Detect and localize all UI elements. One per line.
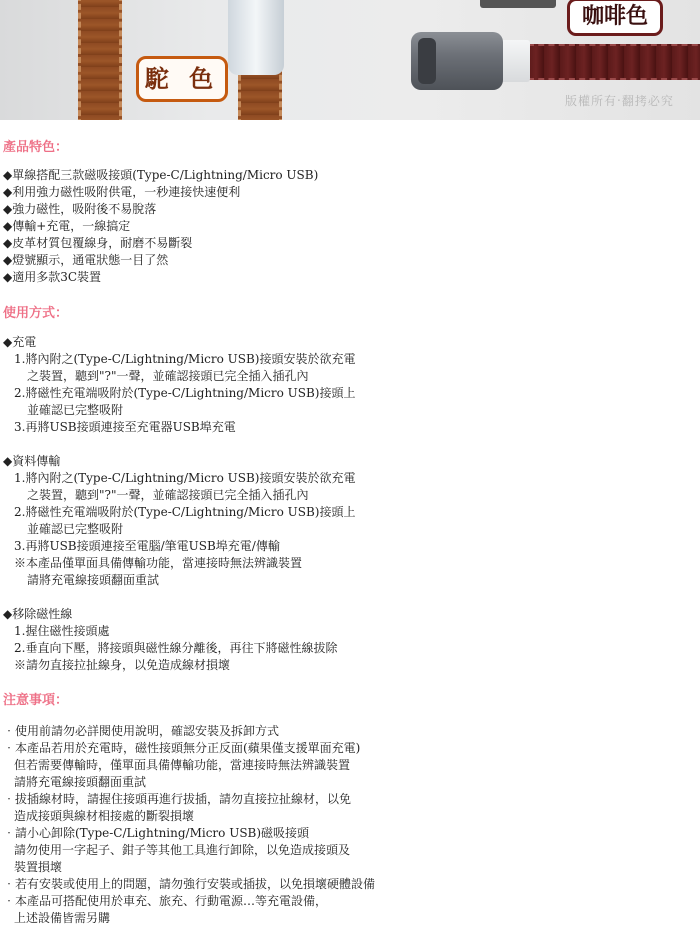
usage-note: 請將充電線接頭翻面重試 (27, 573, 160, 587)
usage-step: 3.再將USB接頭連接至充電器USB埠充電 (14, 420, 236, 434)
feature-item: ◆適用多款3C裝置 (3, 270, 102, 284)
usage-step: 2.將磁性充電端吸附於(Type-C/Lightning/Micro USB)接頭上 (14, 386, 356, 400)
note-item: ‧請小心卸除(Type-C/Lightning/Micro USB)磁吸接頭 (3, 826, 310, 840)
usage-step: 並確認已完整吸附 (27, 403, 124, 417)
usage-step: 2.將磁性充電端吸附於(Type-C/Lightning/Micro USB)接頭上 (14, 505, 356, 519)
usage-step: 之裝置，聽到"?"一聲，並確認接頭已完全插入插孔內 (27, 488, 309, 502)
note-item: 請將充電線接頭翻面重試 (14, 775, 147, 789)
usage-step: 1.將內附之(Type-C/Lightning/Micro USB)接頭安裝於欲充電 (14, 471, 356, 485)
feature-item: ◆強力磁性，吸附後不易脫落 (3, 202, 157, 216)
feature-item: ◆皮革材質包覆線身，耐磨不易斷裂 (3, 236, 193, 250)
note-item: 裝置損壞 (14, 860, 63, 874)
feature-item: ◆利用強力磁性吸附供電，一秒連接快速便利 (3, 185, 241, 199)
dark-connector-edge (480, 0, 556, 8)
connector-neck (500, 40, 530, 82)
usage-note: ※本產品僅單面具備傳輸功能，當連接時無法辨識裝置 (14, 556, 303, 570)
note-item: ‧拔插線材時，請握住接頭再進行拔插，請勿直接拉扯線材，以免 (3, 792, 352, 806)
cable-connector-glow (228, 0, 284, 75)
usage-step: 3.再將USB接頭連接至電腦/筆電USB埠充電/傳輸 (14, 539, 280, 553)
note-item: 請勿使用一字起子、鉗子等其他工具進行卸除，以免造成接頭及 (14, 843, 351, 857)
usage-heading: 使用方式： (3, 306, 69, 321)
usage-note: ※請勿直接拉扯線身，以免造成線材損壞 (14, 658, 231, 672)
product-banner-image (0, 0, 700, 120)
usage-data-title: ◆資料傳輸 (3, 454, 61, 468)
feature-item: ◆傳輸+充電，一線搞定 (3, 219, 131, 233)
note-item: ‧使用前請勿必詳閱使用說明，確認安裝及拆卸方式 (3, 724, 280, 738)
usage-step: 2.垂直向下壓，將接頭與磁性線分離後，再往下將磁性線拔除 (14, 641, 338, 655)
coffee-cable (528, 44, 700, 80)
color-label-coffee: 咖啡色 (567, 0, 663, 36)
note-item: 造成接頭與線材相接處的斷裂損壞 (14, 809, 195, 823)
note-item: ‧本產品可搭配使用於車充、旅充、行動電源…等充電設備， (3, 894, 328, 908)
usage-remove-title: ◆移除磁性線 (3, 607, 73, 621)
feature-item: ◆單線搭配三款磁吸接頭(Type-C/Lightning/Micro USB) (3, 168, 319, 182)
watermark: 版權所有‧翻拷必究 (565, 94, 674, 108)
usage-step: 1.握住磁性接頭處 (14, 624, 110, 638)
usage-step: 並確認已完整吸附 (27, 522, 124, 536)
note-item: 上述設備皆需另購 (14, 911, 111, 925)
usage-step: 1.將內附之(Type-C/Lightning/Micro USB)接頭安裝於欲充電 (14, 352, 356, 366)
notes-heading: 注意事項： (3, 693, 69, 708)
note-item: ‧本產品若用於充電時，磁性接頭無分正反面(蘋果僅支援單面充電) (3, 741, 361, 755)
usage-charge-title: ◆充電 (3, 335, 37, 349)
brown-cable-left (78, 0, 122, 120)
color-label-brown: 駝 色 (136, 56, 228, 102)
magnetic-connector-face (418, 38, 436, 84)
feature-item: ◆燈號顯示，通電狀態一目了然 (3, 253, 169, 267)
usage-step: 之裝置，聽到"?"一聲，並確認接頭已完全插入插孔內 (27, 369, 309, 383)
features-heading: 產品特色： (3, 140, 69, 155)
note-item: 但若需要傳輸時，僅單面具備傳輸功能，當連接時無法辨識裝置 (14, 758, 351, 772)
note-item: ‧若有安裝或使用上的問題，請勿強行安裝或插拔，以免損壞硬體設備 (3, 877, 376, 891)
